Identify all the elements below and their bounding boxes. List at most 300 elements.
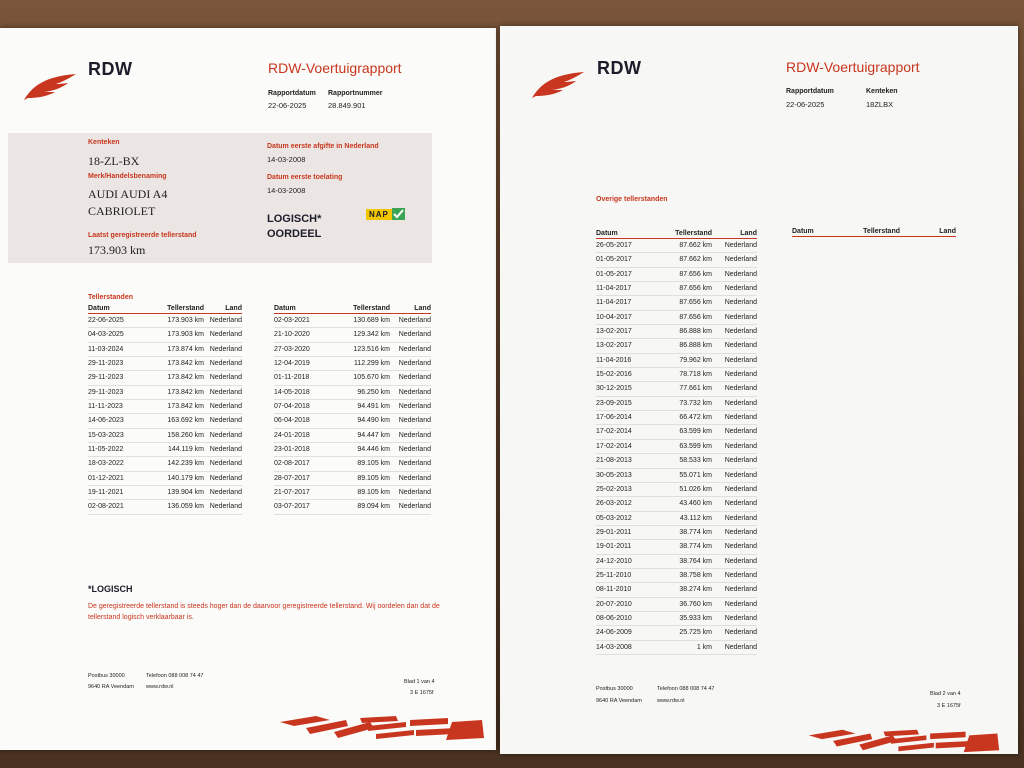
cell-datum: 22-06-2025	[88, 317, 124, 324]
cell-tellerstand: 87.656 km	[679, 299, 712, 307]
table-row	[596, 440, 757, 454]
table-row	[596, 555, 757, 569]
header-datum: Datum	[792, 228, 814, 235]
cell-datum: 11-05-2022	[88, 446, 124, 454]
cell-tellerstand: 38.764 km	[679, 557, 712, 565]
table-row	[596, 512, 757, 526]
table-row	[596, 411, 757, 425]
header-datum: Datum	[88, 305, 110, 312]
cell-datum: 01-05-2017	[596, 270, 632, 278]
cell-land: Nederland	[724, 457, 757, 465]
cell-tellerstand: 96.250 km	[357, 388, 390, 396]
table-row	[596, 454, 757, 468]
cell-datum: 30-12-2015	[596, 385, 632, 393]
cell-tellerstand: 173.903 km	[167, 317, 204, 324]
cell-land: Nederland	[724, 571, 757, 579]
table-row	[274, 343, 431, 357]
kenteken-label: Kenteken	[88, 139, 120, 146]
table-row	[596, 425, 757, 439]
cell-datum: 02-08-2017	[274, 460, 310, 468]
cell-datum: 07-04-2018	[274, 403, 310, 411]
footer-code: 3 E 1675f	[937, 703, 961, 709]
cell-land: Nederland	[398, 317, 431, 324]
logisch-explanation: De geregistreerde tellerstand is steeds hoger dan de daarvoor geregistreerde tellerstand. Wij oordelen dan dat de tellerstand logisch verklaarbaar is.	[88, 603, 440, 621]
cell-datum: 02-03-2021	[274, 317, 310, 324]
cell-datum: 08-11-2010	[596, 586, 632, 594]
cell-land: Nederland	[209, 403, 242, 411]
cell-land: Nederland	[724, 442, 757, 450]
table-row	[274, 486, 431, 500]
cell-datum: 26-05-2017	[596, 242, 632, 249]
header-tellerstand: Tellerstand	[167, 305, 204, 312]
cell-land: Nederland	[209, 489, 242, 497]
table-row	[596, 598, 757, 612]
cell-land: Nederland	[724, 485, 757, 493]
cell-datum: 05-03-2012	[596, 514, 632, 522]
cell-tellerstand: 51.026 km	[679, 485, 712, 493]
cell-datum: 28-07-2017	[274, 474, 310, 482]
oordeel-line1: LOGISCH*	[267, 213, 322, 225]
cell-land: Nederland	[724, 285, 757, 293]
cell-datum: 11-03-2024	[88, 345, 124, 353]
cell-land: Nederland	[398, 474, 431, 482]
table-row	[274, 400, 431, 414]
table-row	[596, 626, 757, 640]
cell-land: Nederland	[209, 360, 242, 368]
footer-city: 9640 RA Veendam	[88, 684, 134, 690]
cell-land: Nederland	[724, 600, 757, 608]
table-header	[596, 230, 757, 239]
cell-land: Nederland	[724, 586, 757, 594]
cell-tellerstand: 89.094 km	[357, 503, 390, 511]
cell-datum: 08-06-2010	[596, 614, 632, 622]
cell-land: Nederland	[724, 371, 757, 379]
report-title: RDW-Voertuigrapport	[268, 60, 402, 76]
table-body	[596, 239, 757, 655]
cell-datum: 29-11-2023	[88, 374, 124, 382]
footer-web: www.rdw.nl	[146, 684, 174, 690]
cell-tellerstand: 63.599 km	[679, 428, 712, 436]
cell-tellerstand: 123.516 km	[353, 345, 390, 353]
nap-text: NAP	[366, 209, 392, 220]
cell-tellerstand: 55.071 km	[679, 471, 712, 479]
overige-table-left	[596, 230, 757, 655]
cell-tellerstand: 87.656 km	[679, 270, 712, 278]
rdw-stripes-decoration	[276, 712, 488, 742]
table-row	[274, 429, 431, 443]
cell-land: Nederland	[724, 614, 757, 622]
table-row	[88, 357, 242, 371]
cell-tellerstand: 43.460 km	[679, 500, 712, 508]
table-row	[274, 457, 431, 471]
vehicle-info-box	[8, 133, 432, 263]
cell-tellerstand: 63.599 km	[679, 442, 712, 450]
cell-datum: 23-09-2015	[596, 399, 632, 407]
table-row	[596, 497, 757, 511]
tellerstand-value: 173.903 km	[88, 243, 146, 257]
cell-land: Nederland	[398, 417, 431, 425]
cell-land: Nederland	[724, 242, 757, 249]
cell-tellerstand: 142.239 km	[167, 460, 204, 468]
cell-tellerstand: 79.962 km	[679, 356, 712, 364]
footer-telefoon: Telefoon 088 008 74 47	[657, 686, 715, 692]
table-row	[596, 469, 757, 483]
header-land: Land	[740, 230, 757, 237]
cell-datum: 11-04-2016	[596, 356, 632, 364]
cell-land: Nederland	[398, 374, 431, 382]
footer-web: www.rdw.nl	[657, 698, 685, 704]
cell-land: Nederland	[398, 431, 431, 439]
table-row	[88, 429, 242, 443]
cell-land: Nederland	[398, 460, 431, 468]
cell-datum: 15-03-2023	[88, 431, 124, 439]
table-row	[274, 328, 431, 342]
table-header	[792, 228, 956, 237]
cell-tellerstand: 38.774 km	[679, 528, 712, 536]
table-row	[88, 472, 242, 486]
cell-land: Nederland	[209, 474, 242, 482]
cell-land: Nederland	[209, 431, 242, 439]
table-row	[88, 386, 242, 400]
cell-land: Nederland	[724, 256, 757, 264]
table-row	[88, 400, 242, 414]
cell-tellerstand: 38.758 km	[679, 571, 712, 579]
cell-land: Nederland	[398, 489, 431, 497]
cell-land: Nederland	[724, 471, 757, 479]
report-date-label: Rapportdatum	[268, 90, 316, 97]
report-date-value: 22-06-2025	[268, 101, 307, 110]
table-row	[88, 457, 242, 471]
cell-tellerstand: 89.105 km	[357, 474, 390, 482]
table-row	[596, 612, 757, 626]
footer-code: 3 E 1675f	[410, 690, 434, 696]
cell-datum: 11-04-2017	[596, 285, 632, 293]
cell-tellerstand: 35.933 km	[679, 614, 712, 622]
kenteken-value: 18-ZL-BX	[88, 154, 140, 168]
table-row	[88, 343, 242, 357]
table-body	[274, 314, 431, 515]
cell-datum: 11-04-2017	[596, 299, 632, 307]
cell-tellerstand: 77.661 km	[679, 385, 712, 393]
cell-tellerstand: 94.491 km	[357, 403, 390, 411]
table-row	[596, 540, 757, 554]
cell-datum: 11-11-2023	[88, 403, 123, 411]
cell-tellerstand: 163.692 km	[167, 417, 204, 425]
table-row	[596, 311, 757, 325]
table-row	[88, 500, 242, 514]
cell-datum: 29-11-2023	[88, 388, 124, 396]
footer-city: 9640 RA Veendam	[596, 698, 642, 704]
cell-datum: 03-07-2017	[274, 503, 310, 511]
oordeel-title	[267, 212, 321, 242]
cell-datum: 17-06-2014	[596, 414, 632, 422]
oordeel-line2: OORDEEL	[267, 228, 322, 240]
cell-land: Nederland	[724, 428, 757, 436]
table-row	[88, 328, 242, 342]
cell-datum: 24-01-2018	[274, 431, 310, 439]
cell-land: Nederland	[724, 557, 757, 565]
cell-tellerstand: 87.662 km	[679, 242, 712, 249]
report-number-label: Rapportnummer	[328, 90, 383, 97]
cell-datum: 20-07-2010	[596, 600, 632, 608]
table-row	[596, 239, 757, 253]
cell-tellerstand: 129.342 km	[353, 331, 390, 339]
overige-table-right	[792, 228, 956, 237]
cell-datum: 21-07-2017	[274, 489, 310, 497]
table-header	[274, 305, 431, 314]
cell-datum: 14-05-2018	[274, 388, 310, 396]
table-row	[596, 641, 757, 655]
cell-datum: 14-03-2008	[596, 643, 632, 651]
cell-datum: 18-03-2022	[88, 460, 124, 468]
cell-tellerstand: 173.842 km	[167, 360, 204, 368]
cell-land: Nederland	[398, 360, 431, 368]
table-row	[274, 443, 431, 457]
footer-postbus: Postbus 30000	[596, 686, 633, 692]
cell-land: Nederland	[209, 460, 242, 468]
cell-land: Nederland	[209, 317, 242, 324]
table-row	[88, 314, 242, 328]
cell-tellerstand: 140.179 km	[167, 474, 204, 482]
cell-tellerstand: 86.888 km	[679, 328, 712, 336]
table-row	[596, 354, 757, 368]
cell-tellerstand: 136.059 km	[167, 503, 204, 511]
cell-land: Nederland	[724, 385, 757, 393]
table-row	[274, 314, 431, 328]
cell-datum: 29-01-2011	[596, 528, 632, 536]
table-row	[596, 296, 757, 310]
rdw-stripes-decoration	[796, 726, 1012, 754]
cell-land: Nederland	[724, 414, 757, 422]
table-header	[88, 305, 242, 314]
cell-land: Nederland	[209, 345, 242, 353]
cell-datum: 23-01-2018	[274, 446, 310, 454]
table-row	[88, 486, 242, 500]
cell-tellerstand: 112.299 km	[353, 360, 390, 368]
cell-land: Nederland	[209, 503, 242, 511]
cell-land: Nederland	[209, 374, 242, 382]
cell-tellerstand: 158.260 km	[167, 431, 204, 439]
table-row	[274, 386, 431, 400]
table-row	[274, 500, 431, 514]
cell-tellerstand: 87.656 km	[679, 313, 712, 321]
cell-tellerstand: 87.656 km	[679, 285, 712, 293]
cell-datum: 21-10-2020	[274, 331, 310, 339]
report-page-2	[500, 26, 1018, 754]
table-row	[274, 357, 431, 371]
table-row	[596, 569, 757, 583]
cell-tellerstand: 25.725 km	[679, 629, 712, 637]
cell-datum: 19-11-2021	[88, 489, 124, 497]
cell-land: Nederland	[724, 328, 757, 336]
header-tellerstand: Tellerstand	[353, 305, 390, 312]
checkmark-icon	[392, 208, 405, 220]
header-tellerstand: Tellerstand	[675, 230, 712, 237]
nap-badge	[366, 208, 405, 220]
cell-land: Nederland	[724, 313, 757, 321]
table-row	[596, 526, 757, 540]
cell-land: Nederland	[724, 500, 757, 508]
cell-datum: 14-06-2023	[88, 417, 124, 425]
cell-tellerstand: 130.689 km	[353, 317, 390, 324]
cell-tellerstand: 38.274 km	[679, 586, 712, 594]
cell-tellerstand: 173.842 km	[167, 403, 204, 411]
cell-tellerstand: 36.760 km	[679, 600, 712, 608]
table-row	[596, 282, 757, 296]
report-number-value: 28.849.901	[328, 101, 366, 110]
cell-datum: 02-08-2021	[88, 503, 124, 511]
toelating-label: Datum eerste toelating	[267, 174, 343, 181]
cell-datum: 26-03-2012	[596, 500, 632, 508]
footer-telefoon: Telefoon 088 008 74 47	[146, 673, 204, 679]
cell-land: Nederland	[209, 331, 242, 339]
table-row	[88, 443, 242, 457]
table-row	[596, 325, 757, 339]
table-row	[274, 414, 431, 428]
logisch-title: *LOGISCH	[88, 584, 133, 594]
cell-land: Nederland	[724, 399, 757, 407]
cell-tellerstand: 173.842 km	[167, 374, 204, 382]
table-row	[596, 339, 757, 353]
cell-tellerstand: 73.732 km	[679, 399, 712, 407]
cell-land: Nederland	[724, 299, 757, 307]
overige-tellerstanden-title: Overige tellerstanden	[596, 196, 668, 203]
cell-datum: 19-01-2011	[596, 543, 632, 551]
cell-datum: 01-05-2017	[596, 256, 632, 264]
table-row	[596, 368, 757, 382]
cell-land: Nederland	[209, 388, 242, 396]
cell-datum: 29-11-2023	[88, 360, 124, 368]
cell-tellerstand: 173.874 km	[167, 345, 204, 353]
rdw-feather-logo-icon	[530, 70, 586, 100]
table-row	[274, 371, 431, 385]
cell-datum: 01-11-2018	[274, 374, 310, 382]
cell-datum: 12-04-2019	[274, 360, 310, 368]
rdw-feather-logo-icon	[22, 72, 78, 102]
table-body	[88, 314, 242, 515]
cell-land: Nederland	[724, 342, 757, 350]
cell-land: Nederland	[724, 543, 757, 551]
kenteken-label: Kenteken	[866, 88, 898, 95]
cell-land: Nederland	[398, 446, 431, 454]
cell-tellerstand: 89.105 km	[357, 489, 390, 497]
cell-land: Nederland	[398, 345, 431, 353]
report-date-label: Rapportdatum	[786, 88, 834, 95]
cell-land: Nederland	[398, 403, 431, 411]
footer-blad: Blad 2 van 4	[930, 691, 961, 697]
toelating-value: 14-03-2008	[267, 186, 306, 195]
cell-land: Nederland	[398, 503, 431, 511]
cell-datum: 24-06-2009	[596, 629, 632, 637]
cell-land: Nederland	[209, 446, 242, 454]
cell-land: Nederland	[724, 356, 757, 364]
header-datum: Datum	[274, 305, 296, 312]
cell-tellerstand: 173.842 km	[167, 388, 204, 396]
report-page-1	[0, 28, 496, 750]
table-row	[596, 483, 757, 497]
cell-datum: 04-03-2025	[88, 331, 124, 339]
report-date-value: 22-06-2025	[786, 100, 825, 109]
cell-datum: 17-02-2014	[596, 428, 632, 436]
header-land: Land	[939, 228, 956, 235]
afgifte-label: Datum eerste afgifte in Nederland	[267, 143, 379, 150]
table-row	[596, 253, 757, 267]
cell-land: Nederland	[209, 417, 242, 425]
cell-tellerstand: 94.447 km	[357, 431, 390, 439]
cell-datum: 30-05-2013	[596, 471, 632, 479]
cell-tellerstand: 105.670 km	[353, 374, 390, 382]
cell-tellerstand: 1 km	[696, 643, 712, 651]
merk-value-line2: CABRIOLET	[88, 204, 156, 218]
cell-tellerstand: 38.774 km	[679, 543, 712, 551]
cell-tellerstand: 58.533 km	[679, 457, 712, 465]
table-row	[596, 268, 757, 282]
cell-tellerstand: 43.112 km	[679, 514, 712, 522]
cell-datum: 01-12-2021	[88, 474, 124, 482]
cell-datum: 17-02-2014	[596, 442, 632, 450]
cell-tellerstand: 94.446 km	[357, 446, 390, 454]
header-tellerstand: Tellerstand	[863, 228, 900, 235]
header-datum: Datum	[596, 230, 618, 237]
table-row	[88, 371, 242, 385]
cell-tellerstand: 89.105 km	[357, 460, 390, 468]
cell-land: Nederland	[724, 270, 757, 278]
cell-datum: 25-11-2010	[596, 571, 632, 579]
cell-datum: 10-04-2017	[596, 313, 632, 321]
cell-datum: 25-02-2013	[596, 485, 632, 493]
table-row	[596, 382, 757, 396]
cell-datum: 27-03-2020	[274, 345, 310, 353]
tellerstanden-table-right	[274, 305, 431, 515]
rdw-brand: RDW	[88, 59, 133, 79]
cell-land: Nederland	[724, 643, 757, 651]
merk-label: Merk/Handelsbenaming	[88, 173, 167, 180]
table-row	[596, 583, 757, 597]
header-land: Land	[225, 305, 242, 312]
cell-datum: 21-08-2013	[596, 457, 632, 465]
table-row	[596, 397, 757, 411]
footer-postbus: Postbus 30000	[88, 673, 125, 679]
afgifte-value: 14-03-2008	[267, 155, 306, 164]
cell-datum: 15-02-2016	[596, 371, 632, 379]
tellerstand-label: Laatst geregistreerde tellerstand	[88, 232, 197, 239]
cell-tellerstand: 94.490 km	[357, 417, 390, 425]
cell-datum: 06-04-2018	[274, 417, 310, 425]
cell-tellerstand: 78.718 km	[679, 371, 712, 379]
tellerstanden-title: Tellerstanden	[88, 294, 133, 301]
cell-land: Nederland	[724, 629, 757, 637]
cell-tellerstand: 144.119 km	[167, 446, 204, 454]
rdw-brand: RDW	[597, 58, 642, 78]
cell-land: Nederland	[398, 388, 431, 396]
cell-datum: 24-12-2010	[596, 557, 632, 565]
header-land: Land	[414, 305, 431, 312]
table-row	[88, 414, 242, 428]
cell-tellerstand: 66.472 km	[679, 414, 712, 422]
table-row	[274, 472, 431, 486]
footer-blad: Blad 1 van 4	[404, 679, 435, 685]
cell-land: Nederland	[724, 514, 757, 522]
cell-land: Nederland	[724, 528, 757, 536]
cell-tellerstand: 87.662 km	[679, 256, 712, 264]
cell-datum: 13-02-2017	[596, 328, 632, 336]
report-title: RDW-Voertuigrapport	[786, 59, 920, 75]
kenteken-value: 18ZLBX	[866, 100, 894, 109]
cell-tellerstand: 173.903 km	[167, 331, 204, 339]
merk-value-line1: AUDI AUDI A4	[88, 187, 168, 201]
cell-land: Nederland	[398, 331, 431, 339]
cell-tellerstand: 86.888 km	[679, 342, 712, 350]
